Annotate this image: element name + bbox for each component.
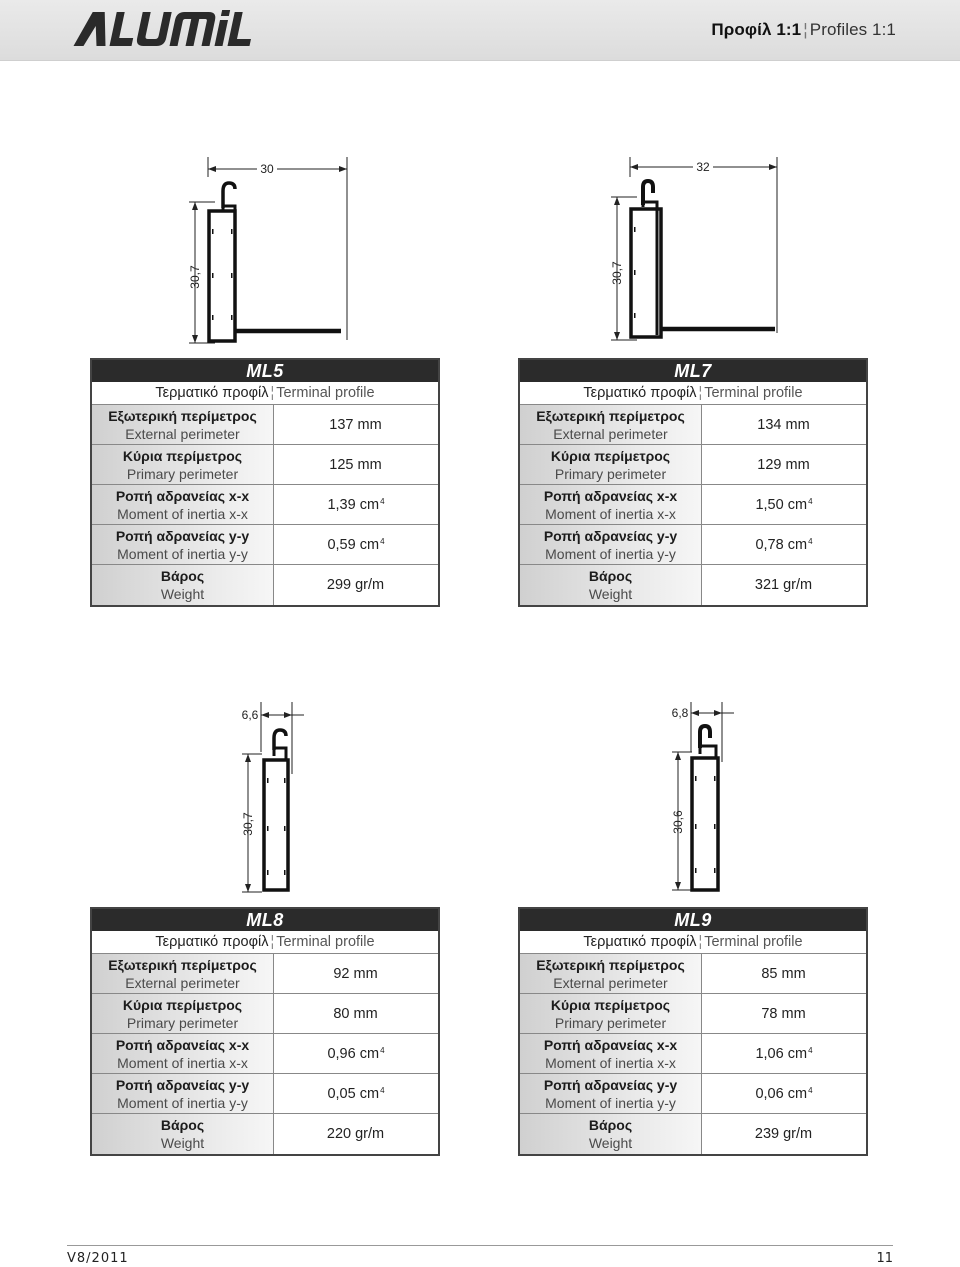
label-greek: Εξωτερική περίμετρος (108, 408, 257, 424)
label-greek: Ροπή αδρανείας y-y (115, 1077, 250, 1093)
page-header (0, 0, 960, 61)
spec-row-inertia-yy (520, 1074, 866, 1114)
value-text: 0,06 cm (755, 1085, 808, 1102)
ml5-profile-drawing (185, 155, 365, 355)
subtitle-english: Terminal profile (704, 934, 803, 950)
spec-row-external-perimeter (92, 954, 438, 994)
label-english: Moment of inertia y-y (117, 546, 248, 562)
label-greek: Βάρος (160, 1117, 205, 1133)
subtitle-english: Terminal profile (704, 385, 803, 401)
ml9-spec-table (518, 907, 868, 1156)
spec-row-external-perimeter (520, 405, 866, 445)
ml7-height-dim: 30,7 (610, 261, 624, 285)
label-greek: Κύρια περίμετρος (550, 448, 671, 464)
value-text: 321 gr/m (754, 577, 813, 593)
spec-label (520, 485, 702, 524)
spec-label (520, 1034, 702, 1073)
spec-label (520, 445, 702, 484)
label-greek: Ροπή αδρανείας x-x (543, 1037, 678, 1053)
label-english: Moment of inertia x-x (545, 506, 676, 522)
version-label: V8/2011 (67, 1251, 129, 1266)
spec-value (702, 445, 866, 484)
label-english: Moment of inertia y-y (545, 546, 676, 562)
spec-value (702, 1114, 866, 1154)
label-english: External perimeter (125, 426, 240, 442)
ml5-height-dim: 30,7 (188, 265, 202, 289)
ml9-subtitle (520, 931, 866, 954)
label-english: Primary perimeter (554, 1015, 667, 1031)
label-english: Moment of inertia y-y (117, 1095, 248, 1111)
label-english: Moment of inertia x-x (117, 506, 248, 522)
value-text: 0,59 cm (327, 536, 380, 553)
label-greek: Κύρια περίμετρος (122, 997, 243, 1013)
spec-row-weight (520, 565, 866, 605)
label-english: Weight (160, 586, 205, 602)
ml5-width-dim: 30 (260, 162, 274, 176)
label-english: Primary perimeter (126, 1015, 239, 1031)
spec-label (520, 405, 702, 444)
label-english: External perimeter (125, 975, 240, 991)
spec-label (92, 1074, 274, 1113)
spec-row-primary-perimeter (92, 994, 438, 1034)
value-text: 220 gr/m (326, 1126, 385, 1142)
spec-label (92, 405, 274, 444)
value-text: 299 gr/m (326, 577, 385, 593)
footer-divider (67, 1245, 893, 1246)
subtitle-english: Terminal profile (276, 385, 375, 401)
ml7-width-dim: 32 (696, 160, 710, 174)
spec-label (92, 1034, 274, 1073)
label-english: Weight (588, 1135, 633, 1151)
subtitle-greek: Τερματικό προφίλ (583, 934, 697, 950)
value-text: 92 mm (333, 965, 378, 982)
label-english: Primary perimeter (126, 466, 239, 482)
subtitle-english: Terminal profile (276, 934, 375, 950)
spec-row-inertia-yy (92, 1074, 438, 1114)
label-greek: Βάρος (160, 568, 205, 584)
spec-value (274, 565, 438, 605)
spec-value (702, 485, 866, 524)
subtitle-separator: ¦ (698, 934, 703, 950)
spec-label (520, 994, 702, 1033)
subtitle-greek: Τερματικό προφίλ (155, 385, 269, 401)
spec-value (274, 1114, 438, 1154)
ml8-profile-drawing (236, 702, 316, 902)
label-greek: Εξωτερική περίμετρος (536, 408, 685, 424)
spec-value (274, 445, 438, 484)
subtitle-separator: ¦ (270, 934, 275, 950)
ml5-code: ML5 (92, 360, 438, 382)
spec-label (520, 1074, 702, 1113)
spec-value (274, 954, 438, 993)
subtitle-greek: Τερματικό προφίλ (583, 385, 697, 401)
spec-value (702, 565, 866, 605)
label-greek: Εξωτερική περίμετρος (108, 957, 257, 973)
page-title-greek: Προφίλ 1:1 (711, 20, 802, 39)
ml7-code: ML7 (520, 360, 866, 382)
label-english: Weight (588, 586, 633, 602)
spec-row-primary-perimeter (520, 994, 866, 1034)
label-english: Moment of inertia y-y (545, 1095, 676, 1111)
ml8-width-dim: 6,6 (241, 708, 259, 722)
spec-row-inertia-xx (520, 1034, 866, 1074)
value-text: 129 mm (757, 456, 810, 473)
subtitle-separator: ¦ (698, 385, 703, 401)
ml7-profile-drawing (607, 155, 787, 355)
value-text: 0,78 cm (755, 536, 808, 553)
spec-label (520, 954, 702, 993)
label-greek: Βάρος (588, 1117, 633, 1133)
subtitle-separator: ¦ (270, 385, 275, 401)
alumil-logo (68, 6, 258, 55)
value-text: 85 mm (761, 965, 806, 982)
spec-row-inertia-yy (520, 525, 866, 565)
label-greek: Ροπή αδρανείας y-y (543, 1077, 678, 1093)
spec-label (92, 445, 274, 484)
label-greek: Ροπή αδρανείας y-y (543, 528, 678, 544)
label-greek: Κύρια περίμετρος (122, 448, 243, 464)
spec-label (92, 565, 274, 605)
value-text: 80 mm (333, 1005, 378, 1022)
value-exponent: 4 (380, 497, 385, 506)
value-text: 239 gr/m (754, 1126, 813, 1142)
label-english: Moment of inertia x-x (545, 1055, 676, 1071)
ml7-subtitle (520, 382, 866, 405)
label-english: External perimeter (553, 975, 668, 991)
spec-value (702, 1074, 866, 1113)
spec-row-external-perimeter (92, 405, 438, 445)
ml5-subtitle (92, 382, 438, 405)
spec-value (274, 525, 438, 564)
value-exponent: 4 (808, 1086, 813, 1095)
value-text: 137 mm (329, 416, 382, 433)
value-exponent: 4 (808, 497, 813, 506)
spec-row-primary-perimeter (520, 445, 866, 485)
ml8-subtitle (92, 931, 438, 954)
spec-label (92, 1114, 274, 1154)
ml8-height-dim: 30,7 (241, 812, 255, 836)
spec-value (702, 954, 866, 993)
value-exponent: 4 (380, 1086, 385, 1095)
title-separator: ¦ (803, 20, 808, 39)
ml7-spec-table (518, 358, 868, 607)
spec-label (520, 565, 702, 605)
label-english: Weight (160, 1135, 205, 1151)
label-greek: Ροπή αδρανείας y-y (115, 528, 250, 544)
spec-label (92, 525, 274, 564)
spec-row-weight (520, 1114, 866, 1154)
value-exponent: 4 (380, 1046, 385, 1055)
spec-label (92, 994, 274, 1033)
spec-label (520, 525, 702, 564)
ml8-code: ML8 (92, 909, 438, 931)
spec-value (702, 1034, 866, 1073)
value-exponent: 4 (808, 537, 813, 546)
spec-row-external-perimeter (520, 954, 866, 994)
spec-row-inertia-xx (92, 1034, 438, 1074)
spec-value (274, 405, 438, 444)
value-text: 125 mm (329, 456, 382, 473)
label-greek: Ροπή αδρανείας x-x (115, 1037, 250, 1053)
spec-row-primary-perimeter (92, 445, 438, 485)
ml9-height-dim: 30,6 (671, 810, 685, 834)
spec-label (520, 1114, 702, 1154)
spec-row-weight (92, 1114, 438, 1154)
spec-value (702, 525, 866, 564)
value-text: 0,96 cm (327, 1045, 380, 1062)
subtitle-greek: Τερματικό προφίλ (155, 934, 269, 950)
page-number: 11 (876, 1251, 893, 1266)
page-title (711, 20, 896, 40)
label-greek: Εξωτερική περίμετρος (536, 957, 685, 973)
spec-row-inertia-xx (92, 485, 438, 525)
label-english: External perimeter (553, 426, 668, 442)
spec-row-weight (92, 565, 438, 605)
label-greek: Βάρος (588, 568, 633, 584)
value-exponent: 4 (380, 537, 385, 546)
spec-label (92, 485, 274, 524)
spec-value (702, 405, 866, 444)
ml8-spec-table (90, 907, 440, 1156)
spec-value (274, 1034, 438, 1073)
ml9-width-dim: 6,8 (671, 706, 689, 720)
spec-value (274, 994, 438, 1033)
spec-label (92, 954, 274, 993)
value-exponent: 4 (808, 1046, 813, 1055)
ml9-code: ML9 (520, 909, 866, 931)
spec-row-inertia-yy (92, 525, 438, 565)
label-greek: Ροπή αδρανείας x-x (115, 488, 250, 504)
value-text: 78 mm (761, 1005, 806, 1022)
value-text: 1,39 cm (327, 496, 380, 513)
label-greek: Κύρια περίμετρος (550, 997, 671, 1013)
value-text: 1,50 cm (755, 496, 808, 513)
value-text: 0,05 cm (327, 1085, 380, 1102)
value-text: 1,06 cm (755, 1045, 808, 1062)
spec-value (274, 1074, 438, 1113)
label-english: Primary perimeter (554, 466, 667, 482)
label-english: Moment of inertia x-x (117, 1055, 248, 1071)
spec-value (274, 485, 438, 524)
spec-value (702, 994, 866, 1033)
page-title-english: Profiles 1:1 (809, 20, 896, 39)
ml9-profile-drawing (666, 702, 746, 902)
value-text: 134 mm (757, 416, 810, 433)
spec-row-inertia-xx (520, 485, 866, 525)
label-greek: Ροπή αδρανείας x-x (543, 488, 678, 504)
ml5-spec-table (90, 358, 440, 607)
